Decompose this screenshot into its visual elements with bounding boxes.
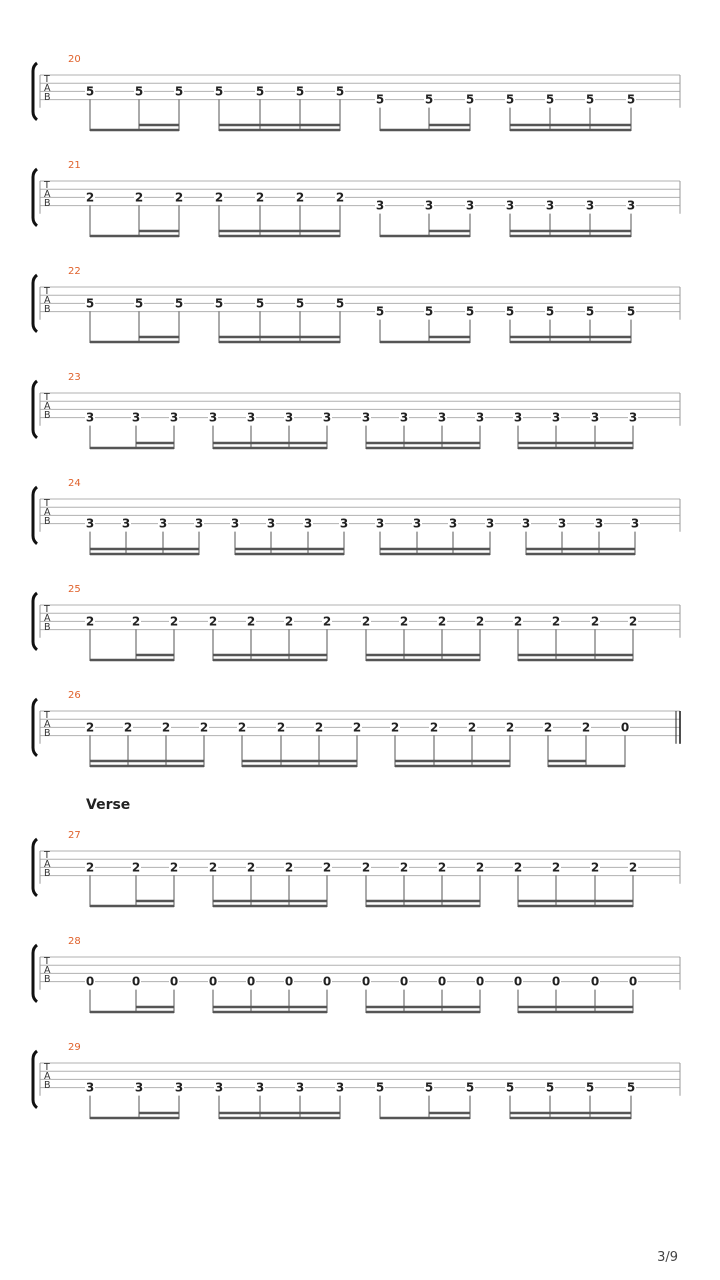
tab-clef-letter: A [44, 189, 51, 200]
fret-note: 3 [545, 198, 555, 213]
fret-note: 5 [214, 296, 224, 311]
tab-clef-letter: B [44, 92, 51, 103]
tab-clef-letter: A [44, 719, 51, 730]
fret-note: 2 [237, 720, 247, 735]
fret-note: 2 [475, 860, 485, 875]
system-bracket [33, 169, 37, 226]
fret-note: 2 [208, 860, 218, 875]
fret-note: 5 [255, 84, 265, 99]
tab-clef-letter: B [44, 410, 51, 421]
fret-note: 2 [322, 614, 332, 629]
fret-note: 2 [214, 190, 224, 205]
fret-note: 3 [169, 410, 179, 425]
system-bracket [33, 699, 37, 756]
fret-note: 2 [543, 720, 553, 735]
fret-note: 2 [131, 614, 141, 629]
fret-note: 5 [335, 296, 345, 311]
fret-note: 5 [375, 304, 385, 319]
fret-note: 2 [246, 860, 256, 875]
fret-note: 5 [424, 304, 434, 319]
fret-note: 5 [465, 304, 475, 319]
measure-number: 25 [68, 584, 81, 595]
fret-note: 2 [246, 614, 256, 629]
system-bracket [33, 839, 37, 896]
fret-note: 3 [266, 516, 276, 531]
system-bracket [33, 381, 37, 438]
tab-clef-letter: B [44, 198, 51, 209]
fret-note: 2 [169, 860, 179, 875]
fret-note: 3 [628, 410, 638, 425]
fret-note: 5 [545, 92, 555, 107]
fret-note: 5 [295, 296, 305, 311]
tab-clef-letter: A [44, 613, 51, 624]
fret-note: 5 [626, 1080, 636, 1095]
fret-note: 5 [335, 84, 345, 99]
fret-note: 3 [557, 516, 567, 531]
fret-note: 3 [513, 410, 523, 425]
fret-note: 3 [158, 516, 168, 531]
tab-clef-letter: B [44, 1080, 51, 1091]
measure-number: 27 [68, 830, 81, 841]
tab-clef-letter: B [44, 868, 51, 879]
tab-clef-letter: B [44, 304, 51, 315]
fret-note: 3 [303, 516, 313, 531]
fret-note: 3 [630, 516, 640, 531]
fret-note: 0 [169, 974, 179, 989]
fret-note: 2 [85, 720, 95, 735]
fret-note: 2 [276, 720, 286, 735]
fret-note: 0 [322, 974, 332, 989]
fret-note: 3 [551, 410, 561, 425]
fret-note: 0 [620, 720, 630, 735]
fret-note: 5 [255, 296, 265, 311]
fret-note: 2 [134, 190, 144, 205]
fret-note: 0 [131, 974, 141, 989]
fret-note: 3 [174, 1080, 184, 1095]
fret-note: 5 [505, 1080, 515, 1095]
measure-number: 29 [68, 1042, 81, 1053]
tab-clef-letter: T [44, 1062, 50, 1073]
fret-note: 3 [485, 516, 495, 531]
fret-note: 3 [131, 410, 141, 425]
tab-system-21 [33, 160, 680, 237]
system-bracket [33, 1051, 37, 1108]
fret-note: 3 [448, 516, 458, 531]
tab-clef-letter: T [44, 180, 50, 191]
fret-note: 3 [412, 516, 422, 531]
tab-clef-letter: A [44, 401, 51, 412]
fret-note: 2 [513, 614, 523, 629]
fret-note: 2 [169, 614, 179, 629]
system-bracket [33, 275, 37, 332]
fret-note: 5 [505, 92, 515, 107]
fret-note: 5 [214, 84, 224, 99]
page-number: 3/9 [657, 1250, 678, 1265]
fret-note: 2 [199, 720, 209, 735]
tab-clef-letter: T [44, 392, 50, 403]
fret-note: 2 [475, 614, 485, 629]
fret-note: 2 [85, 860, 95, 875]
fret-note: 3 [85, 516, 95, 531]
fret-note: 0 [208, 974, 218, 989]
measure-number: 22 [68, 266, 81, 277]
tab-clef-letter: T [44, 850, 50, 861]
fret-note: 2 [399, 614, 409, 629]
tab-clef-letter: B [44, 622, 51, 633]
fret-note: 3 [85, 410, 95, 425]
fret-note: 0 [628, 974, 638, 989]
fret-note: 3 [85, 1080, 95, 1095]
fret-note: 2 [131, 860, 141, 875]
fret-note: 3 [295, 1080, 305, 1095]
tab-system-24 [33, 478, 680, 555]
measure-number: 23 [68, 372, 81, 383]
fret-note: 2 [628, 860, 638, 875]
tab-system-29 [33, 1042, 680, 1119]
fret-note: 3 [437, 410, 447, 425]
fret-note: 0 [551, 974, 561, 989]
fret-note: 0 [85, 974, 95, 989]
fret-note: 2 [174, 190, 184, 205]
fret-note: 2 [390, 720, 400, 735]
tab-system-28 [33, 936, 680, 1013]
fret-note: 2 [467, 720, 477, 735]
fret-note: 5 [174, 84, 184, 99]
fret-note: 0 [513, 974, 523, 989]
system-bracket [33, 593, 37, 650]
fret-note: 3 [465, 198, 475, 213]
tab-system-27 [33, 797, 680, 907]
measure-number: 24 [68, 478, 81, 489]
tab-clef-letter: B [44, 728, 51, 739]
tab-clef-letter: A [44, 83, 51, 94]
fret-note: 3 [194, 516, 204, 531]
fret-note: 5 [585, 304, 595, 319]
fret-note: 3 [230, 516, 240, 531]
fret-note: 3 [626, 198, 636, 213]
fret-note: 5 [505, 304, 515, 319]
fret-note: 5 [424, 92, 434, 107]
fret-note: 3 [505, 198, 515, 213]
system-bracket [33, 945, 37, 1002]
fret-note: 5 [465, 1080, 475, 1095]
fret-note: 5 [375, 92, 385, 107]
fret-note: 2 [85, 614, 95, 629]
section-label: Verse [86, 797, 131, 813]
fret-note: 5 [424, 1080, 434, 1095]
tab-system-22 [33, 266, 680, 343]
tab-clef-letter: T [44, 956, 50, 967]
measure-number: 20 [68, 54, 81, 65]
tab-clef-letter: A [44, 859, 51, 870]
fret-note: 2 [284, 860, 294, 875]
fret-note: 2 [399, 860, 409, 875]
fret-note: 3 [255, 1080, 265, 1095]
fret-note: 3 [590, 410, 600, 425]
fret-note: 2 [437, 614, 447, 629]
fret-note: 3 [521, 516, 531, 531]
fret-note: 3 [339, 516, 349, 531]
tab-clef-letter: T [44, 286, 50, 297]
fret-note: 5 [295, 84, 305, 99]
fret-note: 3 [322, 410, 332, 425]
fret-note: 2 [295, 190, 305, 205]
tab-clef-letter: B [44, 516, 51, 527]
fret-note: 5 [85, 84, 95, 99]
fret-note: 5 [545, 304, 555, 319]
fret-note: 5 [174, 296, 184, 311]
fret-note: 0 [475, 974, 485, 989]
fret-note: 2 [628, 614, 638, 629]
tab-clef-letter: A [44, 965, 51, 976]
tab-system-25 [33, 584, 680, 661]
fret-note: 5 [375, 1080, 385, 1095]
fret-note: 3 [585, 198, 595, 213]
fret-note: 0 [590, 974, 600, 989]
tab-clef-letter: A [44, 295, 51, 306]
fret-note: 3 [121, 516, 131, 531]
fret-note: 2 [123, 720, 133, 735]
fret-note: 0 [246, 974, 256, 989]
fret-note: 2 [513, 860, 523, 875]
fret-note: 3 [284, 410, 294, 425]
fret-note: 2 [208, 614, 218, 629]
tab-clef-letter: A [44, 507, 51, 518]
fret-note: 0 [284, 974, 294, 989]
fret-note: 0 [399, 974, 409, 989]
tab-clef-letter: A [44, 1071, 51, 1082]
tab-system-23 [33, 372, 680, 449]
system-bracket [33, 63, 37, 120]
tab-clef-letter: B [44, 974, 51, 985]
tab-clef-letter: T [44, 604, 50, 615]
fret-note: 2 [284, 614, 294, 629]
fret-note: 2 [551, 614, 561, 629]
fret-note: 2 [581, 720, 591, 735]
fret-note: 2 [361, 860, 371, 875]
fret-note: 5 [626, 92, 636, 107]
fret-note: 5 [134, 296, 144, 311]
fret-note: 5 [585, 1080, 595, 1095]
tab-clef-letter: T [44, 498, 50, 509]
fret-note: 5 [85, 296, 95, 311]
fret-note: 3 [246, 410, 256, 425]
fret-note: 3 [208, 410, 218, 425]
tab-clef-letter: T [44, 710, 50, 721]
measure-number: 28 [68, 936, 81, 947]
fret-note: 2 [590, 860, 600, 875]
fret-note: 2 [322, 860, 332, 875]
fret-note: 2 [361, 614, 371, 629]
fret-note: 3 [375, 198, 385, 213]
tab-system-20 [33, 54, 680, 131]
fret-note: 2 [255, 190, 265, 205]
fret-note: 5 [465, 92, 475, 107]
fret-note: 2 [85, 190, 95, 205]
fret-note: 5 [545, 1080, 555, 1095]
measure-number: 26 [68, 690, 81, 701]
fret-note: 2 [590, 614, 600, 629]
fret-note: 3 [399, 410, 409, 425]
fret-note: 3 [424, 198, 434, 213]
fret-note: 0 [361, 974, 371, 989]
fret-note: 2 [161, 720, 171, 735]
measure-number: 21 [68, 160, 81, 171]
system-bracket [33, 487, 37, 544]
fret-note: 2 [429, 720, 439, 735]
tab-system-26 [33, 690, 680, 767]
fret-note: 5 [626, 304, 636, 319]
fret-note: 3 [594, 516, 604, 531]
fret-note: 3 [375, 516, 385, 531]
fret-note: 3 [214, 1080, 224, 1095]
tab-clef-letter: T [44, 74, 50, 85]
fret-note: 2 [314, 720, 324, 735]
fret-note: 2 [505, 720, 515, 735]
fret-note: 0 [437, 974, 447, 989]
fret-note: 5 [585, 92, 595, 107]
fret-note: 2 [335, 190, 345, 205]
fret-note: 3 [361, 410, 371, 425]
fret-note: 5 [134, 84, 144, 99]
fret-note: 3 [335, 1080, 345, 1095]
fret-note: 3 [134, 1080, 144, 1095]
fret-note: 3 [475, 410, 485, 425]
fret-note: 2 [352, 720, 362, 735]
fret-note: 2 [551, 860, 561, 875]
fret-note: 2 [437, 860, 447, 875]
